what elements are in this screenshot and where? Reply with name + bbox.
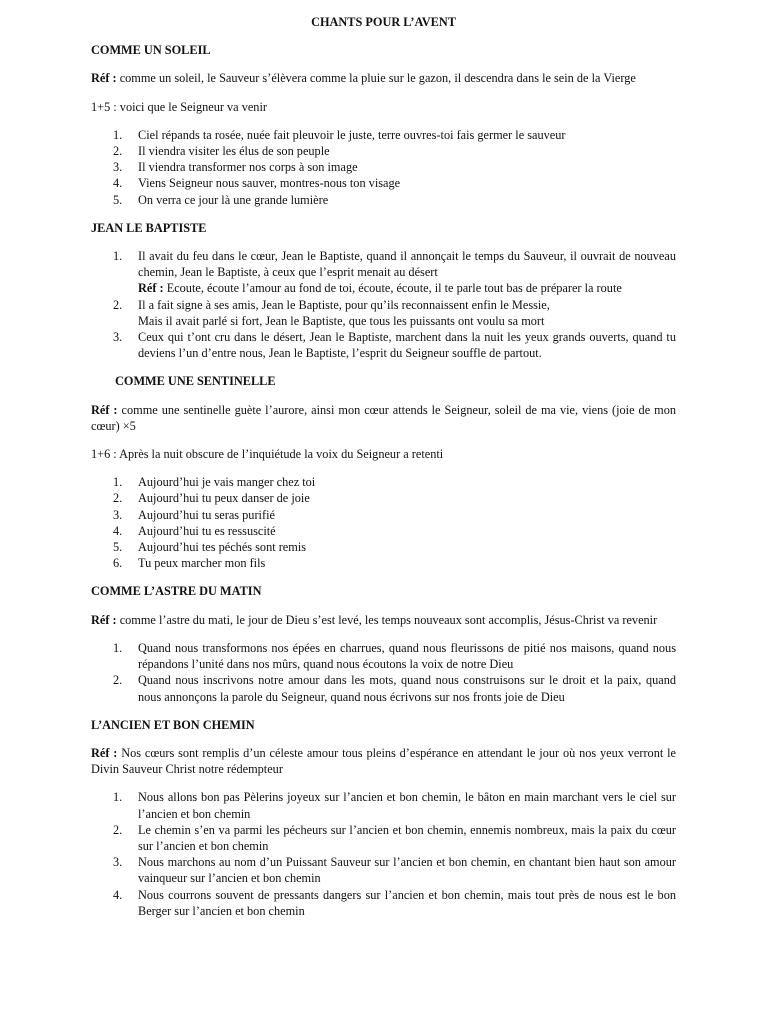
list-item — [91, 297, 676, 329]
item-number: 3. — [113, 330, 123, 345]
refrain-comme-une-sentinelle — [91, 402, 676, 434]
song-title-comme-un-soleil: COMME UN SOLEIL — [91, 43, 211, 58]
item-number: 3. — [113, 507, 123, 522]
item-number: 1. — [113, 249, 123, 264]
item-text: Ceux qui t’ont cru dans le désert, Jean le Baptiste, marchent dans la nuit les yeux grands ouverts, quand tu deviens l’un d’entre nous, Jean le Baptiste, l’esprit du Seigneur souffle de partout. — [138, 330, 676, 361]
list-item — [91, 523, 676, 539]
refrain-text: comme un soleil, le Sauveur s’élèvera comme la pluie sur le gazon, il descendra dans le sein de la Vierge — [119, 71, 636, 86]
item-text: Aujourd’hui tes péchés sont remis — [138, 540, 307, 555]
item-refrain — [138, 280, 676, 296]
item-number: 5. — [113, 540, 123, 555]
item-text: Aujourd’hui tu peux danser de joie — [138, 491, 310, 506]
list-item — [91, 507, 676, 523]
item-text: Il avait du feu dans le cœur, Jean le Baptiste, quand il annonçait le temps du Sauveur, il ouvrait de nouveau chemin, Jean le Baptiste, à ceux que l’esprit menait au désert — [138, 249, 676, 280]
list-item — [91, 474, 676, 490]
document-title: CHANTS POUR L’AVENT — [311, 15, 456, 29]
refrain-text: comme une sentinelle guète l’aurore, ainsi mon cœur attends le Seigneur, soleil de ma vie, viens (joie de mon cœur) ×5 — [91, 402, 677, 433]
item-number: 1. — [113, 640, 123, 655]
intro-comme-une-sentinelle: 1+6 : Après la nuit obscure de l’inquiétude la voix du Seigneur a retenti — [91, 447, 444, 462]
refrain-comme-un-soleil — [91, 70, 676, 86]
item-text-line: Il a fait signe à ses amis, Jean le Baptiste, pour qu’ils reconnaissent enfin le Messie, — [138, 297, 550, 312]
item-text: Nous marchons au nom d’un Puissant Sauveur sur l’ancien et bon chemin, en chantant bien haut son amour vainqueur sur l’ancien et bon chemin — [138, 855, 676, 886]
item-number: 6. — [113, 556, 123, 571]
item-number: 2. — [113, 673, 123, 688]
item-text: Aujourd’hui je vais manger chez toi — [138, 475, 316, 490]
song-title-comme-une-sentinelle: COMME UNE SENTINELLE — [115, 374, 276, 389]
item-number: 3. — [113, 160, 123, 175]
item-text: Ciel répands ta rosée, nuée fait pleuvoir le juste, terre ouvres-toi fais germer le sauveur — [138, 127, 566, 142]
item-text: Nous allons bon pas Pèlerins joyeux sur l’ancien et bon chemin, le bâton en main marchant vers le ciel sur l’ancien et bon chemin — [138, 790, 676, 821]
item-text: Aujourd’hui tu es ressuscité — [138, 523, 276, 538]
refrain-text: Ecoute, écoute l’amour au fond de toi, écoute, écoute, il te parle tout bas de préparer la route — [166, 281, 622, 296]
item-number: 3. — [113, 855, 123, 870]
list-item — [91, 329, 676, 361]
verse-list-comme-l-astre-du-matin — [91, 640, 676, 705]
refrain-text: Nos cœurs sont remplis d’un céleste amour tous pleins d’espérance en attendant le jour où nos yeux verront le Divin Sauveur Christ notre rédempteur — [91, 745, 676, 777]
item-number: 5. — [113, 192, 123, 207]
list-item — [91, 159, 676, 175]
song-title-l-ancien-et-bon-chemin: L’ANCIEN ET BON CHEMIN — [91, 717, 255, 732]
item-text: Il viendra visiter les élus de son peuple — [138, 144, 330, 159]
verse-list-l-ancien-et-bon-chemin — [91, 789, 676, 919]
item-text: Quand nous transformons nos épées en charrues, quand nous fleurissons de pitié nos maisons, quand nous répandons l’unité dans nos mûrs, quand nous écoutons la voix de notre Dieu — [138, 640, 676, 672]
item-text: On verra ce jour là une grande lumière — [138, 192, 329, 207]
list-item — [91, 490, 676, 506]
ref-label: Réf : — [91, 745, 118, 760]
item-text: Aujourd’hui tu seras purifié — [138, 507, 275, 522]
list-item — [91, 854, 676, 886]
list-item — [91, 789, 676, 821]
item-number: 1. — [113, 790, 123, 805]
item-text: Tu peux marcher mon fils — [138, 556, 266, 571]
song-title-comme-l-astre-du-matin: COMME L’ASTRE DU MATIN — [91, 584, 262, 599]
list-item — [91, 555, 676, 571]
item-number: 2. — [113, 822, 123, 837]
item-text: Quand nous inscrivons notre amour dans les mots, quand nous construisons sur le droit et la paix, quand nous annonçons la parole du Seigneur, quand nous écrivons sur nos fronts joie de Dieu — [138, 673, 676, 704]
item-text: Nous courrons souvent de pressants dangers sur l’ancien et bon chemin, mais tout près de nous est le bon Berger sur l’ancien et bon chemin — [138, 887, 676, 918]
list-item — [91, 175, 676, 191]
refrain-l-ancien-et-bon-chemin — [91, 745, 676, 777]
list-item — [91, 127, 676, 143]
item-number: 2. — [113, 491, 123, 506]
verse-list-jean-le-baptiste — [91, 248, 676, 361]
ref-label: Réf : — [138, 281, 164, 296]
song-title-jean-le-baptiste: JEAN LE BAPTISTE — [91, 220, 207, 235]
list-item — [91, 672, 676, 704]
item-number: 4. — [113, 523, 123, 538]
list-item — [91, 248, 676, 297]
item-text: Il viendra transformer nos corps à son image — [138, 160, 358, 175]
verse-list-comme-une-sentinelle — [91, 474, 676, 571]
item-text: Le chemin s’en va parmi les pécheurs sur l’ancien et bon chemin, ennemis nombreux, mais la paix du cœur sur l’ancien et bon chemin — [138, 822, 676, 853]
list-item — [91, 887, 676, 919]
item-number: 2. — [113, 144, 123, 159]
ref-label: Réf : — [91, 612, 117, 627]
list-item — [91, 192, 676, 208]
item-number: 4. — [113, 176, 123, 191]
item-number: 1. — [113, 475, 123, 490]
item-number: 2. — [113, 297, 123, 312]
list-item — [91, 822, 676, 854]
intro-comme-un-soleil: 1+5 : voici que le Seigneur va venir — [91, 99, 267, 114]
verse-list-comme-un-soleil — [91, 127, 676, 208]
item-number: 1. — [113, 127, 123, 142]
list-item — [91, 143, 676, 159]
ref-label: Réf : — [91, 71, 117, 86]
list-item — [91, 539, 676, 555]
item-text: Viens Seigneur nous sauver, montres-nous ton visage — [138, 176, 401, 191]
item-text-line: Mais il avait parlé si fort, Jean le Baptiste, que tous les puissants ont voulu sa mort — [138, 313, 545, 328]
ref-label: Réf : — [91, 402, 118, 417]
refrain-comme-l-astre-du-matin — [91, 612, 676, 628]
list-item — [91, 640, 676, 672]
item-number: 4. — [113, 887, 123, 902]
refrain-text: comme l’astre du mati, le jour de Dieu s’est levé, les temps nouveaux sont accomplis, Jésus-Christ va revenir — [119, 612, 658, 627]
